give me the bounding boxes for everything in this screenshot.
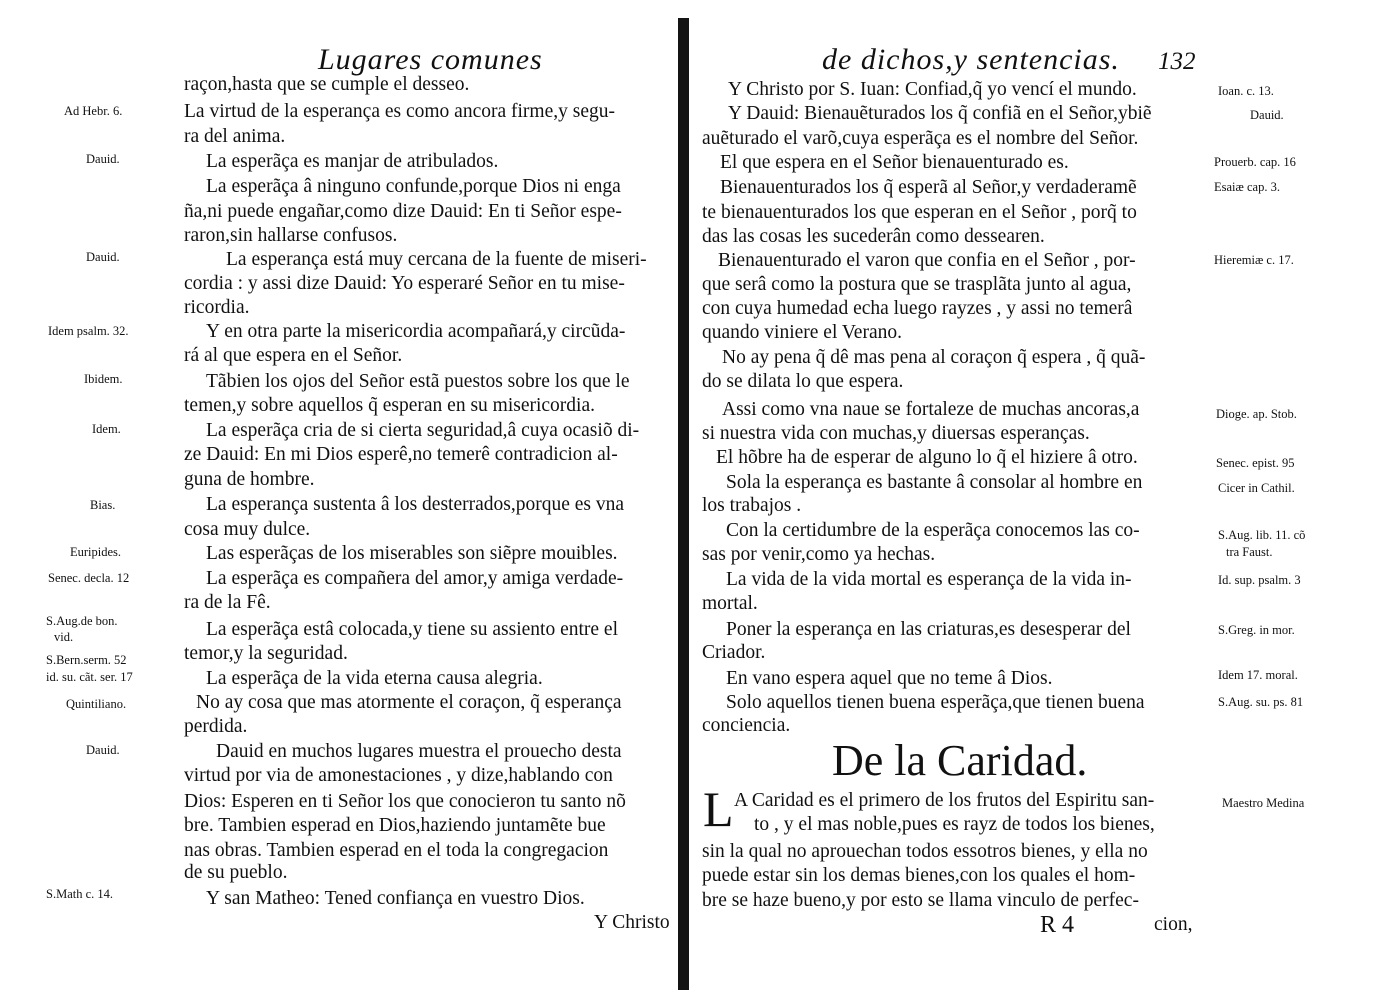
text-line: auẽturado el varõ,cuya esperãça es el nombre del Señor. (702, 128, 1139, 149)
text-line: La esperãça es manjar de atribulados. (206, 151, 499, 172)
text-line: La esperãça es compañera del amor,y amiga verdade- (206, 568, 624, 589)
margin-note: Euripides. (70, 545, 122, 559)
text-line: Bienauenturados los q̃ esperã al Señor,y verdaderamẽ (720, 177, 1137, 198)
margin-note: S.Aug. lib. 11. cõ (1218, 528, 1306, 542)
margin-note: Id. sup. psalm. 3 (1218, 573, 1301, 587)
text-line: La esperãça â ninguno confunde,porque Dios ni enga (206, 176, 621, 197)
margin-note: Quintiliano. (66, 697, 127, 711)
text-line: nas obras. Tambien esperad en el toda la congregacion (184, 840, 609, 861)
text-line: sas por venir,como ya hechas. (702, 544, 936, 565)
text-line: cosa muy dulce. (184, 519, 311, 540)
text-line: perdida. (184, 716, 248, 737)
text-line: No ay cosa que mas atormente el coraçon, q̃ esperança (196, 692, 622, 713)
text-line: te bienauenturados los que esperan en el Señor , porq̃ to (702, 202, 1137, 223)
text-line: ricordia. (184, 297, 250, 318)
text-line: La esperãça de la vida eterna causa alegria. (206, 668, 543, 689)
text-line: ze Dauid: En mi Dios esperê,no temerê contradicion al- (184, 444, 618, 465)
text-line: Y san Matheo: Tened confiança en vuestro Dios. (206, 888, 585, 909)
text-line: los trabajos . (702, 495, 802, 516)
left-page (0, 0, 676, 1000)
text-line: La esperãça cria de si cierta seguridad,â cuya ocasiõ di- (206, 420, 640, 441)
text-line: Poner la esperança en las criaturas,es desesperar del (726, 619, 1131, 640)
margin-note: Dioge. ap. Stob. (1216, 407, 1297, 421)
margin-note: Dauid. (1250, 108, 1284, 122)
catchword: cion, (1154, 914, 1193, 935)
margin-note: S.Bern.serm. 52 (46, 653, 127, 667)
margin-note: Maestro Medina (1222, 796, 1305, 810)
catchword: Y Christo (594, 912, 670, 933)
text-line: No ay pena q̃ dê mas pena al coraçon q̃ espera , q̃ quã- (722, 347, 1146, 368)
text-line: temen,y sobre aquellos q̃ esperan en su misericordia. (184, 395, 595, 416)
text-line: ra del anima. (184, 126, 286, 147)
text-line: mortal. (702, 593, 758, 614)
text-line: La vida de la vida mortal es esperança de la vida in- (726, 569, 1132, 590)
text-line: Dauid en muchos lugares muestra el prouecho desta (216, 741, 622, 762)
text-line: sin la qual no aprouechan todos essotros bienes, y ella no (702, 841, 1148, 862)
text-line: con cuya humedad echa luego rayzes , y assi no temerâ (702, 298, 1133, 319)
margin-note: Idem psalm. 32. (48, 324, 129, 338)
text-line: si nuestra vida con muchas,y diuersas esperanças. (702, 423, 1090, 444)
margin-note: Senec. epist. 95 (1216, 456, 1295, 470)
margin-note: Cicer in Cathil. (1218, 481, 1295, 495)
text-line: El hõbre ha de esperar de alguno lo q̃ el hiziere â otro. (716, 447, 1138, 468)
book-gutter (678, 18, 689, 990)
text-line: Con la certidumbre de la esperãça conocemos las co- (726, 520, 1140, 541)
text-line: Y Dauid: Bienauẽturados los q̃ confiã en el Señor,ybiẽ (728, 103, 1152, 124)
text-line: Tãbien los ojos del Señor estã puestos sobre los que le (206, 371, 630, 392)
margin-note: Senec. decla. 12 (48, 571, 130, 585)
text-line: Assi como vna naue se fortaleze de muchas ancoras,a (722, 399, 1140, 420)
margin-note: Ad Hebr. 6. (64, 104, 123, 118)
text-line: guna de hombre. (184, 469, 315, 490)
margin-note: Ioan. c. 13. (1218, 84, 1274, 98)
text-line: raron,sin hallarse confusos. (184, 225, 398, 246)
text-line: quando viniere el Verano. (702, 322, 902, 343)
margin-note: Ibidem. (84, 372, 123, 386)
text-line: to , y el mas noble,pues es rayz de todos los bienes, (754, 814, 1155, 835)
text-line: temor,y la seguridad. (184, 643, 348, 664)
margin-note: S.Math c. 14. (46, 887, 114, 901)
text-line: Y en otra parte la misericordia acompañará,y circũda- (206, 321, 626, 342)
text-line: Y Christo por S. Iuan: Confiad,q̃ yo vencí el mundo. (728, 79, 1137, 100)
text-line: La virtud de la esperança es como ancora firme,y segu- (184, 101, 615, 122)
text-line: En vano espera aquel que no teme â Dios. (726, 668, 1053, 689)
text-line: virtud por via de amonestaciones , y dize,hablando con (184, 765, 613, 786)
margin-note: S.Aug. su. ps. 81 (1218, 695, 1304, 709)
section-title: De la Caridad. (832, 736, 1088, 785)
margin-note: Hieremiæ c. 17. (1214, 253, 1294, 267)
margin-note: id. su. cãt. ser. 17 (46, 670, 133, 684)
text-line: Las esperãças de los miserables son siẽpre mouibles. (206, 543, 618, 564)
text-line: ña,ni puede engañar,como dize Dauid: En ti Señor espe- (184, 201, 622, 222)
text-line: Bienauenturado el varon que confia en el Señor , por- (718, 250, 1136, 271)
text-line: Dios: Esperen en ti Señor los que conocieron tu santo nõ (184, 791, 626, 812)
margin-note: Bias. (90, 498, 116, 512)
text-line: bre se haze bueno,y por esto se llama vinculo de perfec- (702, 890, 1139, 911)
text-line: Solo aquellos tienen buena esperãça,que tienen buena (726, 692, 1145, 713)
text-line: das las cosas les sucederân como dessearen. (702, 226, 1045, 247)
text-line: cordia : y assi dize Dauid: Yo esperaré Señor en tu mise- (184, 273, 625, 294)
text-line: A Caridad es el primero de los frutos del Espiritu san- (734, 790, 1155, 811)
text-line: La esperança está muy cercana de la fuente de miseri- (226, 249, 647, 270)
text-line: bre. Tambien esperad en Dios,haziendo juntamẽte bue (184, 815, 606, 836)
margin-note: vid. (54, 630, 74, 644)
margin-note: Dauid. (86, 152, 120, 166)
margin-note: S.Aug.de bon. (46, 614, 118, 628)
text-line: La esperãça estâ colocada,y tiene su assiento entre el (206, 619, 619, 640)
margin-note: Esaiæ cap. 3. (1214, 180, 1280, 194)
drop-cap: L (703, 781, 734, 837)
text-line: raçon,hasta que se cumple el desseo. (184, 74, 470, 95)
margin-note: Idem 17. moral. (1218, 668, 1298, 682)
text-line: que serâ como la postura que se trasplãta junto al agua, (702, 274, 1132, 295)
text-line: La esperança sustenta â los desterrados,porque es vna (206, 494, 625, 515)
margin-note: Idem. (92, 422, 121, 436)
text-line: Sola la esperança es bastante â consolar al hombre en (726, 472, 1143, 493)
margin-note: tra Faust. (1226, 545, 1273, 559)
text-line: do se dilata lo que espera. (702, 371, 904, 392)
text-line: rá al que espera en el Señor. (184, 345, 403, 366)
margin-note: S.Greg. in mor. (1218, 623, 1295, 637)
text-line: de su pueblo. (184, 862, 288, 883)
text-line: Criador. (702, 642, 766, 663)
left-running-head: Lugares comunes (318, 43, 543, 76)
text-line: puede estar sin los demas bienes,con los quales el hom- (702, 865, 1136, 886)
right-running-head: de dichos,y sentencias. (822, 43, 1120, 76)
text-line: conciencia. (702, 715, 791, 736)
text-line: El que espera en el Señor bienauenturado es. (720, 152, 1069, 173)
folio-number: 132 (1158, 48, 1196, 75)
margin-note: Dauid. (86, 743, 120, 757)
margin-note: Dauid. (86, 250, 120, 264)
text-line: ra de la Fê. (184, 592, 271, 613)
margin-note: Prouerb. cap. 16 (1214, 155, 1296, 169)
signature-mark: R 4 (1040, 912, 1075, 938)
